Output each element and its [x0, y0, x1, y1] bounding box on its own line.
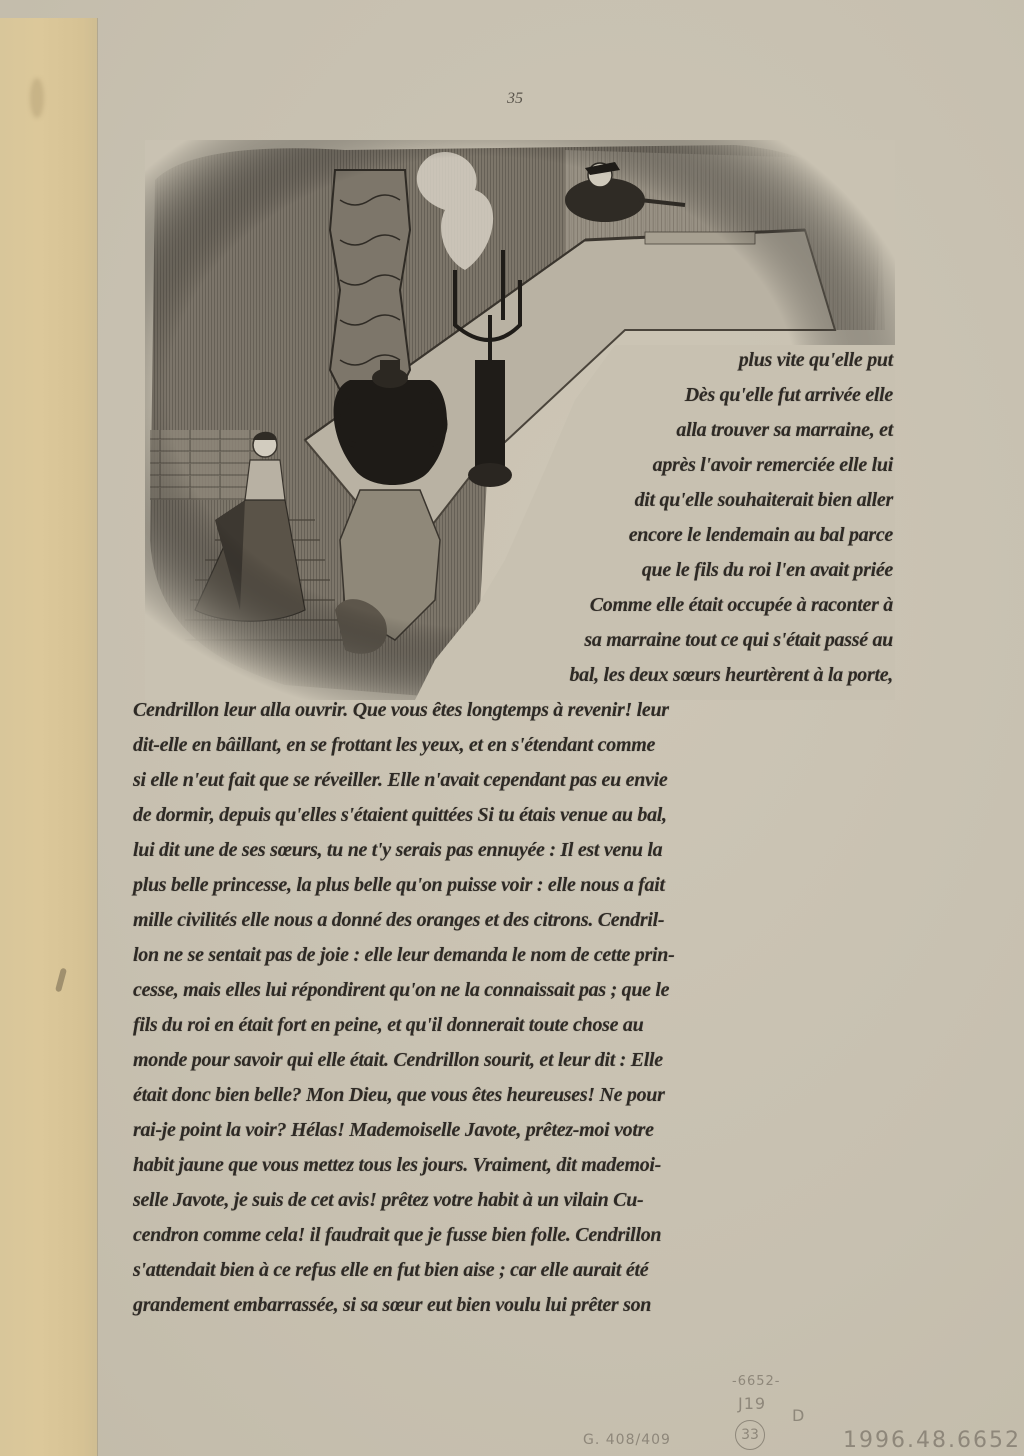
text-line: si elle n'eut fait que se réveiller. Elle n'avait cependant pas eu envie — [133, 769, 668, 791]
annotation-catalog: G. 408/409 — [583, 1432, 671, 1448]
text-line: était donc bien belle? Mon Dieu, que vous êtes heureuses! Ne pour — [133, 1084, 665, 1106]
text-line: plus belle princesse, la plus belle qu'on puisse voir : elle nous a fait — [133, 874, 665, 896]
text-line-wrapped: Dès qu'elle fut arrivée elle — [684, 384, 893, 406]
text-line: habit jaune que vous mettez tous les jours. Vraiment, dit mademoi- — [133, 1154, 662, 1176]
text-line-wrapped: sa marraine tout ce qui s'était passé au — [584, 629, 893, 651]
text-line-wrapped: alla trouver sa marraine, et — [676, 419, 893, 441]
text-line: lui dit une de ses sœurs, tu ne t'y serais pas ennuyée : Il est venu la — [133, 839, 663, 861]
text-line-wrapped: que le fils du roi l'en avait priée — [641, 559, 893, 581]
text-line: Cendrillon leur alla ouvrir. Que vous êtes longtemps à revenir! leur — [133, 699, 669, 721]
text-line: fils du roi en était fort en peine, et qu'il donnerait toute chose au — [133, 1014, 644, 1036]
text-line-wrapped: encore le lendemain au bal parce — [628, 524, 893, 546]
annotation-dash-number: -6652- — [732, 1374, 781, 1389]
text-line-wrapped: plus vite qu'elle put — [738, 349, 893, 371]
text-line: lon ne se sentait pas de joie : elle leur demanda le nom de cette prin- — [133, 944, 675, 966]
tape-mark — [55, 968, 67, 993]
page-number: 35 — [507, 90, 523, 107]
text-line: cesse, mais elles lui répondirent qu'on ne la connaissait pas ; que le — [133, 979, 670, 1001]
text-line: monde pour savoir qui elle était. Cendrillon sourit, et leur dit : Elle — [133, 1049, 663, 1071]
text-line: rai-je point la voir? Hélas! Mademoiselle Javote, prêtez-moi votre — [133, 1119, 654, 1141]
text-line: selle Javote, je suis de cet avis! prêtez votre habit à un vilain Cu- — [133, 1189, 644, 1211]
text-line-wrapped: après l'avoir remerciée elle lui — [652, 454, 893, 476]
text-line-wrapped: Comme elle était occupée à raconter à — [589, 594, 893, 616]
tape-stain — [30, 78, 44, 118]
text-line: dit-elle en bâillant, en se frottant les yeux, et en s'étendant comme — [133, 734, 656, 756]
text-line: grandement embarrassée, si sa sœur eut bien voulu lui prêter son — [133, 1294, 652, 1316]
annotation-code: J19 — [738, 1394, 767, 1413]
text-line-wrapped: dit qu'elle souhaiterait bien aller — [634, 489, 893, 511]
text-line-wrapped: bal, les deux sœurs heurtèrent à la porte, — [569, 664, 893, 686]
annotation-circled-number: 33 — [735, 1420, 765, 1450]
text-line: de dormir, depuis qu'elles s'étaient quittées Si tu étais venue au bal, — [133, 804, 667, 826]
tape-strip — [0, 18, 97, 1456]
text-line: cendron comme cela! il faudrait que je fusse bien folle. Cendrillon — [133, 1224, 662, 1246]
annotation-accession: 1996.48.6652 — [843, 1428, 1021, 1453]
text-line: mille civilités elle nous a donné des oranges et des citrons. Cendril- — [133, 909, 665, 931]
text-line: s'attendait bien à ce refus elle en fut bien aise ; car elle aurait été — [133, 1259, 649, 1281]
annotation-letter: D — [792, 1406, 806, 1425]
